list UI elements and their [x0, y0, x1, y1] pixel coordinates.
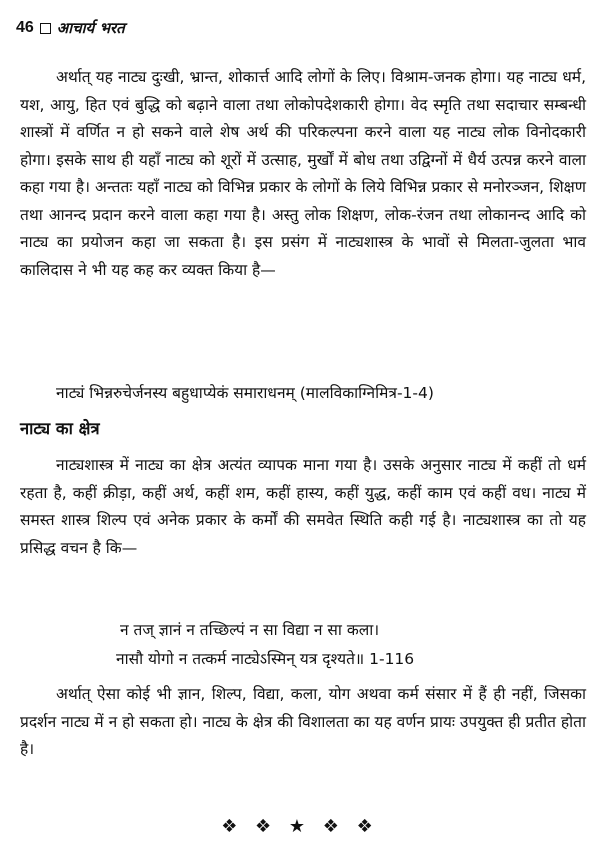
square-bullet-icon	[40, 23, 51, 34]
section-heading: नाट्य का क्षेत्र	[20, 419, 100, 438]
running-title: आचार्य भरत	[56, 19, 125, 37]
verse-quote-1: नाट्यं भिन्नरुचेर्जनस्य बहुधाप्येकं समाराधनम् (मालविकाग्निमित्र-1-4)	[56, 384, 434, 402]
end-ornament-icon: ❖ ❖ ★ ❖ ❖	[221, 816, 379, 837]
verse-line-2: नासौ योगो न तत्कर्म नाट्येऽस्मिन् यत्र दृश्यते॥ 1-116	[116, 650, 415, 668]
paragraph-1: अर्थात् यह नाट्य दुःखी, भ्रान्त, शोकार्त्त आदि लोगों के लिए। विश्राम-जनक होगा। यह नाट्य धर्म, यश, आयु, हित एवं बुद्धि को बढ़ाने वाला तथा लोकोपदेशकारी होगा। वेद स्मृति तथा सदाचार सम्बन्धी शास्त्रों में वर्णित न हो सकने वाले शेष अर्थ की परिकल्पना करने वाला यह नाट्य लोक विनोदकारी होगा। इसके साथ ही यहाँ नाट्य को शूरों में उत्साह, मुर्खों में बोध तथा उद्विग्नों में धैर्य उत्पन्न करने वाला कहा गया है। अन्ततः यहाँ नाट्य को विभिन्न प्रकार के लोगों के लिये विभिन्न प्रकार से मनोरञ्जन, शिक्षण तथा आनन्द प्रदान करने वाला कहा गया है। अस्तु लोक शिक्षण, लोक-रंजन तथा लोकानन्द आदि को नाट्य का प्रयोजन कहा जा सकता है। इस प्रसंग में नाट्यशास्त्र के भावों से मिलता-जुलता भाव कालिदास ने भी यह कह कर व्यक्त किया है—	[20, 68, 586, 279]
paragraph-2: नाट्यशास्त्र में नाट्य का क्षेत्र अत्यंत व्यापक माना गया है। उसके अनुसार नाट्य में कहीं तो धर्म रहता है, कहीं क्रीड़ा, कहीं अर्थ, कहीं शम, कहीं हास्य, कहीं युद्ध, कहीं काम एवं कहीं वध। नाट्य में समस्त शास्त्र शिल्प एवं अनेक प्रकार के कर्मों की समवेत स्थिति कही गई है। नाट्यशास्त्र का तो यह प्रसिद्ध वचन है कि—	[20, 456, 586, 557]
verse-line-1: न तज् ज्ञानं न तच्छिल्पं न सा विद्या न सा कला।	[120, 621, 380, 639]
paragraph-3: अर्थात् ऐसा कोई भी ज्ञान, शिल्प, विद्या, कला, योग अथवा कर्म संसार में हैं ही नहीं, जिसका प्रदर्शन नाट्य में न हो सकता हो। नाट्य के क्षेत्र की विशालता का यह वर्णन प्रायः उपयुक्त ही प्रतीत होता है।	[20, 685, 586, 758]
page-number: 46	[16, 19, 34, 36]
running-header	[16, 18, 125, 38]
